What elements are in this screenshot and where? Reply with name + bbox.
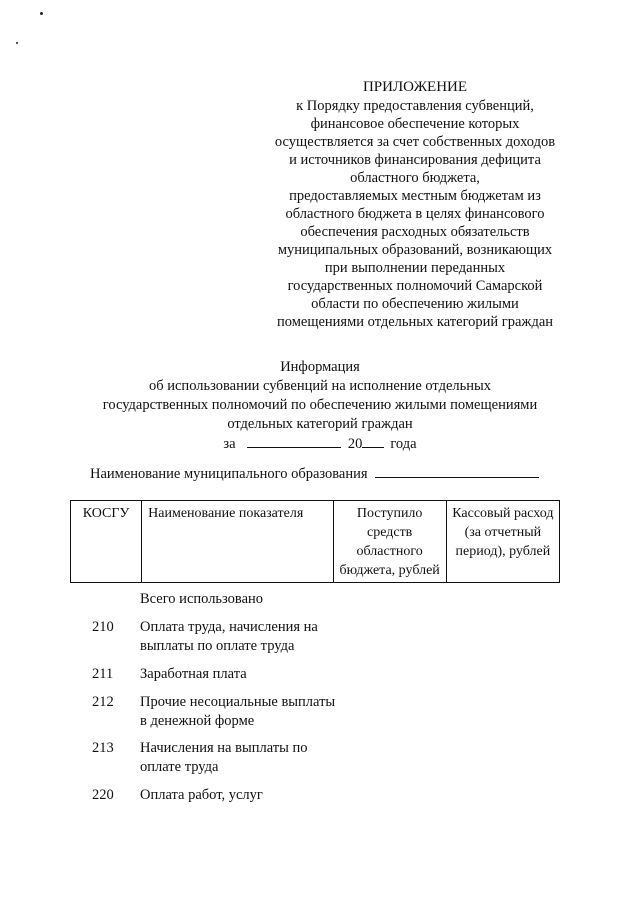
period-year: 20 [347, 436, 363, 452]
row-name: Оплата работ, услуг [140, 787, 263, 803]
info-line: отдельных категорий граждан [227, 416, 413, 432]
annex-line: области по обеспечению жилыми [311, 296, 519, 312]
row-name: Заработная плата [140, 666, 247, 682]
row-code: 212 [92, 694, 114, 710]
row-code: 210 [92, 619, 114, 635]
period-year-blank[interactable] [362, 434, 384, 448]
annex-line: областного бюджета в целях финансового [285, 206, 545, 222]
table-header-row [71, 501, 560, 583]
row-name: Начисления на выплаты по оплате труда [140, 740, 308, 775]
annex-line: областного бюджета, [350, 170, 480, 186]
row-code: 211 [92, 666, 114, 682]
info-line: об использовании субвенций на исполнение отдельных [148, 378, 491, 394]
annex-line: финансовое обеспечение которых [310, 116, 520, 132]
annex-line: осуществляется за счет собственных доходов [274, 134, 556, 150]
header-received: Поступило средств областного бюджета, рублей [333, 501, 446, 583]
municipality-label: Наименование муниципального образования [90, 466, 368, 482]
row-name: Прочие несоциальные выплаты в денежной форме [140, 694, 336, 729]
municipality-line [90, 464, 539, 483]
header-kosgu: КОСГУ [71, 501, 142, 583]
period-date-blank[interactable] [247, 434, 341, 448]
period-line [40, 434, 600, 454]
annex-line: государственных полномочий Самарской [287, 278, 543, 294]
municipality-blank[interactable] [375, 464, 539, 478]
info-block [40, 358, 600, 454]
annex-heading: ПРИЛОЖЕНИЕ [362, 79, 468, 95]
row-name: Всего использовано [140, 591, 264, 607]
row-name: Оплата труда, начисления на выплаты по оплате труда [140, 619, 318, 654]
period-prefix: за [223, 436, 236, 452]
annex-line: при выполнении переданных [324, 260, 506, 276]
annex-block [255, 78, 575, 331]
annex-line: к Порядку предоставления субвенций, [296, 98, 534, 114]
info-line: государственных полномочий по обеспечению жилыми помещениями [102, 397, 538, 413]
scan-speck [16, 42, 18, 44]
report-table-header [70, 500, 560, 583]
annex-line: муниципальных образований, возникающих [277, 242, 553, 258]
header-indicator-name: Наименование показателя [142, 501, 333, 583]
annex-line: предоставляемых местным бюджетам из [289, 188, 541, 204]
header-cash-expense: Кассовый расход (за отчетный период), рублей [446, 501, 559, 583]
annex-line: помещениями отдельных категорий граждан [276, 314, 554, 330]
annex-line: обеспечения расходных обязательств [300, 224, 530, 240]
annex-line: и источников финансирования дефицита [289, 152, 541, 168]
row-code: 213 [92, 740, 114, 756]
period-suffix: года [390, 436, 417, 452]
scan-speck [40, 12, 43, 15]
info-title: Информация [280, 359, 360, 375]
row-code: 220 [92, 787, 114, 803]
